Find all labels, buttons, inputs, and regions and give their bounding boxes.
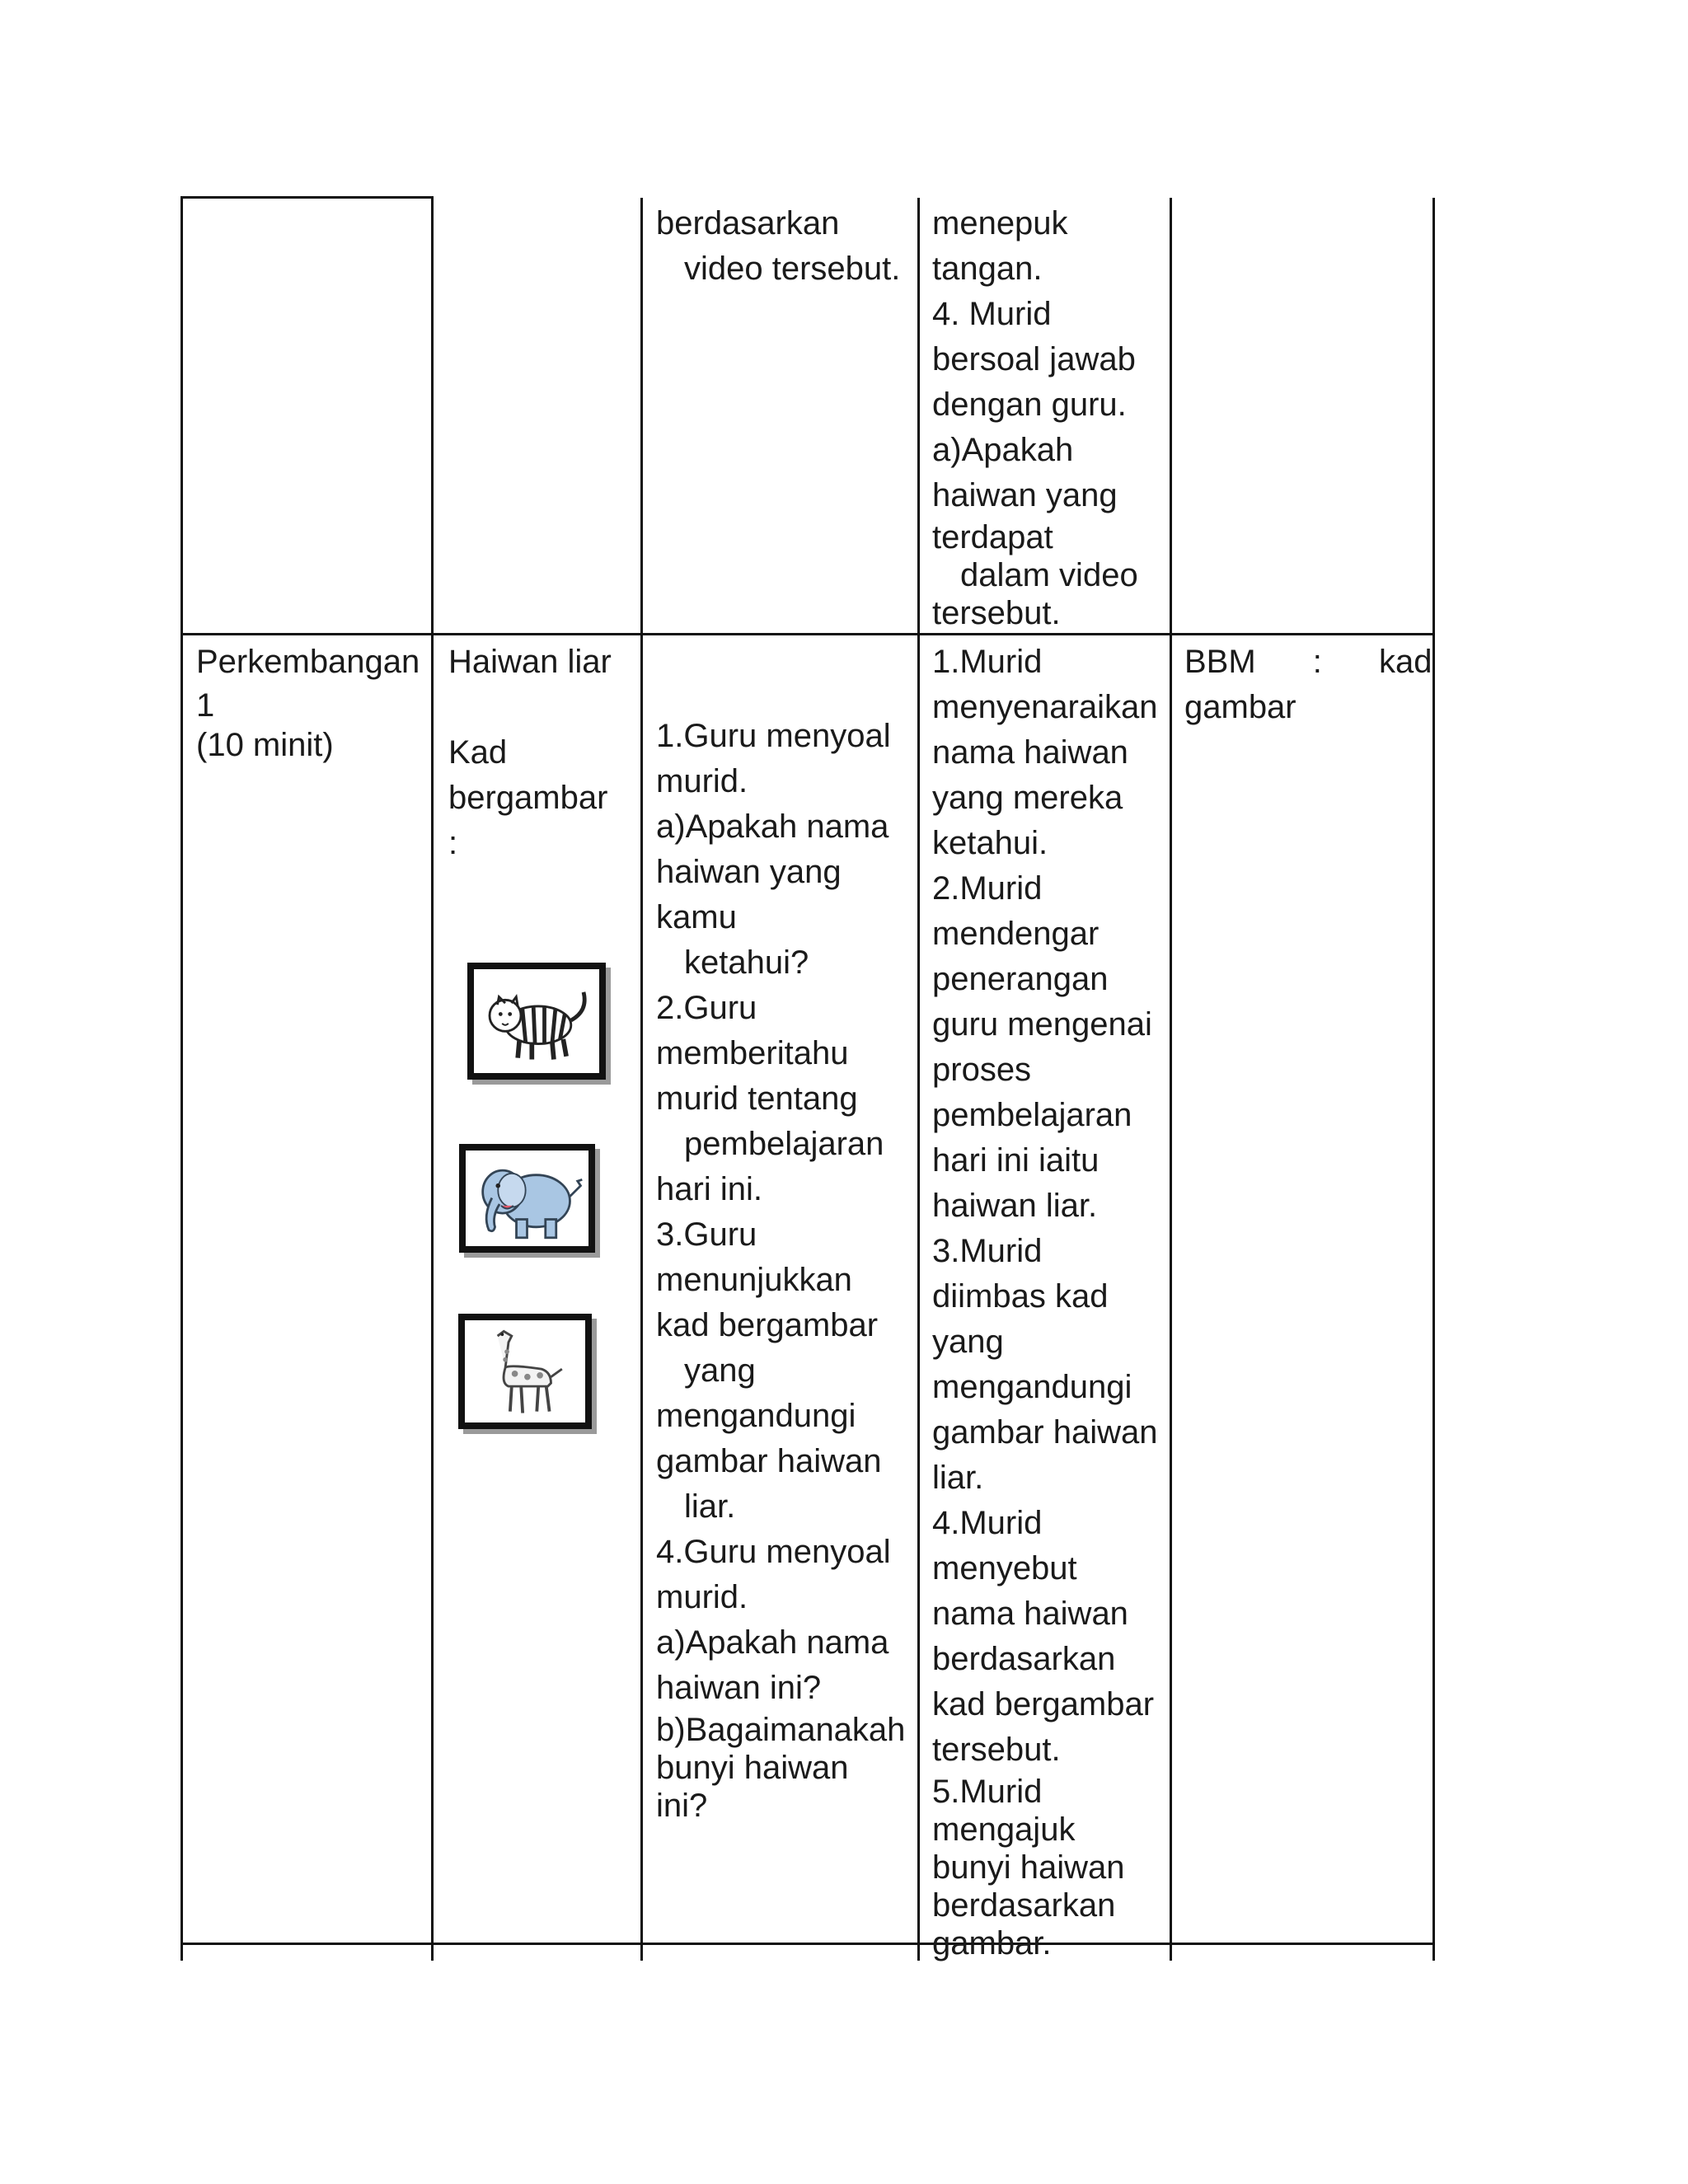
elephant-icon — [466, 1151, 588, 1246]
table-border-col4 — [1170, 198, 1172, 1961]
bbm-value: gambar — [1184, 689, 1296, 725]
text-line: a)Apakah nama — [656, 1624, 889, 1661]
text-line: penerangan — [932, 961, 1109, 997]
text-line: ini? — [656, 1788, 708, 1824]
bbm-label: BBM : kad — [1184, 644, 1432, 680]
text-line: murid. — [656, 1579, 748, 1615]
text-line: liar. — [684, 1488, 736, 1525]
notes-cell — [1184, 640, 1432, 730]
text-line: tersebut. — [932, 1732, 1061, 1768]
text-line: yang mereka — [932, 780, 1123, 816]
giraffe-icon — [465, 1320, 585, 1422]
text-line: gambar haiwan — [932, 1414, 1158, 1451]
text-line: bunyi haiwan — [656, 1750, 849, 1786]
material-label: bergambar — [448, 780, 608, 816]
text-line: menyebut — [932, 1550, 1077, 1586]
text-line: 2.Guru — [656, 990, 757, 1026]
table-border-col2 — [640, 198, 643, 1961]
text-line: 2.Murid — [932, 870, 1043, 907]
text-line: murid. — [656, 763, 748, 799]
text-line: ketahui. — [932, 825, 1048, 861]
text-line: gambar haiwan — [656, 1443, 882, 1479]
text-line: haiwan liar. — [932, 1188, 1098, 1224]
table-border-right — [1432, 198, 1435, 1961]
table-row-divider — [181, 633, 1435, 635]
text-line: a)Apakah nama — [656, 808, 889, 845]
elephant-card-image — [459, 1144, 595, 1253]
text-line: diimbas kad — [932, 1278, 1109, 1315]
text-line: yang — [684, 1352, 756, 1389]
text-line: gambar. — [932, 1925, 1052, 1961]
topic-label: Haiwan liar — [448, 644, 612, 680]
text-line: bunyi haiwan — [932, 1849, 1125, 1886]
text-line: video tersebut. — [684, 251, 901, 287]
giraffe-card-image — [458, 1314, 592, 1429]
text-line: menepuk — [932, 205, 1068, 241]
text-line: tangan. — [932, 251, 1043, 287]
content-cell — [448, 640, 634, 866]
tiger-card-image — [467, 963, 606, 1080]
text-line: kad bergambar — [656, 1307, 879, 1343]
stage-title: Perkembangan — [196, 644, 420, 680]
text-line: tersebut. — [932, 595, 1061, 631]
text-line: mengajuk — [932, 1811, 1076, 1848]
text-line: kad bergambar — [932, 1686, 1155, 1722]
text-line: mengandungi — [932, 1369, 1132, 1405]
text-line: pembelajaran — [932, 1097, 1132, 1133]
text-line: hari ini iaitu — [932, 1142, 1100, 1179]
text-line: berdasarkan — [656, 205, 840, 241]
text-line: nama haiwan — [932, 1596, 1128, 1632]
top-row-activity-cell — [932, 201, 1155, 632]
text-line: murid tentang — [656, 1080, 858, 1117]
text-line: berdasarkan — [932, 1641, 1116, 1677]
text-line: hari ini. — [656, 1171, 762, 1207]
stage-number: 1 — [196, 687, 215, 724]
text-line: bersoal jawab — [932, 341, 1136, 377]
text-line: menyenaraikan — [932, 689, 1158, 725]
table-border-left — [181, 198, 183, 1961]
text-line: 4. Murid — [932, 296, 1052, 332]
table-border-col3 — [917, 198, 920, 1961]
text-line: nama haiwan — [932, 734, 1128, 771]
text-line: mendengar — [932, 916, 1100, 952]
material-label: Kad — [448, 734, 508, 771]
text-line: a)Apakah — [932, 432, 1074, 468]
blank-line — [448, 685, 634, 730]
text-line: 4.Guru menyoal — [656, 1534, 891, 1570]
text-line: 3.Murid — [932, 1233, 1043, 1269]
table-border-col1 — [431, 198, 434, 1961]
text-line: proses — [932, 1052, 1032, 1088]
text-line: mengandungi — [656, 1398, 856, 1434]
text-line: haiwan ini? — [656, 1670, 822, 1706]
table-border-top-partial — [181, 196, 434, 199]
text-line: b)Bagaimanakah — [656, 1712, 906, 1748]
text-line: memberitahu — [656, 1035, 849, 1071]
text-line: 5.Murid — [932, 1774, 1043, 1810]
teacher-activity-cell — [656, 714, 906, 1825]
tiger-icon — [474, 969, 599, 1073]
text-line: ketahui? — [684, 944, 809, 981]
text-line: haiwan yang — [656, 854, 842, 890]
student-activity-cell — [932, 640, 1159, 1962]
text-line: terdapat — [932, 519, 1053, 555]
stage-cell — [196, 640, 427, 764]
table-border-bottom — [181, 1943, 1435, 1945]
text-line: kamu — [656, 899, 737, 935]
text-line: guru mengenai — [932, 1006, 1152, 1043]
text-line: berdasarkan — [932, 1887, 1116, 1924]
text-line: haiwan yang — [932, 477, 1118, 513]
text-line: 1.Murid — [932, 644, 1043, 680]
text-line: 4.Murid — [932, 1505, 1043, 1541]
top-row-method-cell — [656, 201, 903, 292]
text-line: liar. — [932, 1460, 984, 1496]
word: 1.Guru menyoal — [656, 718, 891, 754]
text-line — [656, 714, 903, 759]
stage-duration: (10 minit) — [196, 727, 334, 763]
text-line: yang — [932, 1324, 1004, 1360]
colon-text: : — [448, 825, 458, 861]
text-line: 3.Guru — [656, 1216, 757, 1253]
text-line: dengan guru. — [932, 387, 1127, 423]
text-line: dalam video — [960, 557, 1138, 593]
text-line: menunjukkan — [656, 1262, 852, 1298]
text-line: pembelajaran — [684, 1126, 884, 1162]
